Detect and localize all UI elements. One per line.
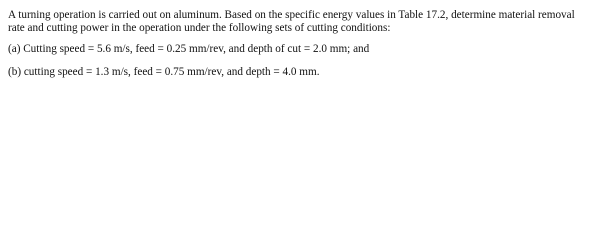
problem-document [8, 9, 586, 79]
problem-statement: A turning operation is carried out on aluminum. Based on the specific energy values in Table 17.2, determine material removal rate and cutting power in the operation under the following sets of cutting conditions: [8, 9, 575, 34]
part-b-conditions: (b) cutting speed = 1.3 m/s, feed = 0.75 mm/rev, and depth = 4.0 mm. [8, 66, 320, 78]
part-a-conditions: (a) Cutting speed = 5.6 m/s, feed = 0.25 mm/rev, and depth of cut = 2.0 mm; and [8, 43, 370, 55]
